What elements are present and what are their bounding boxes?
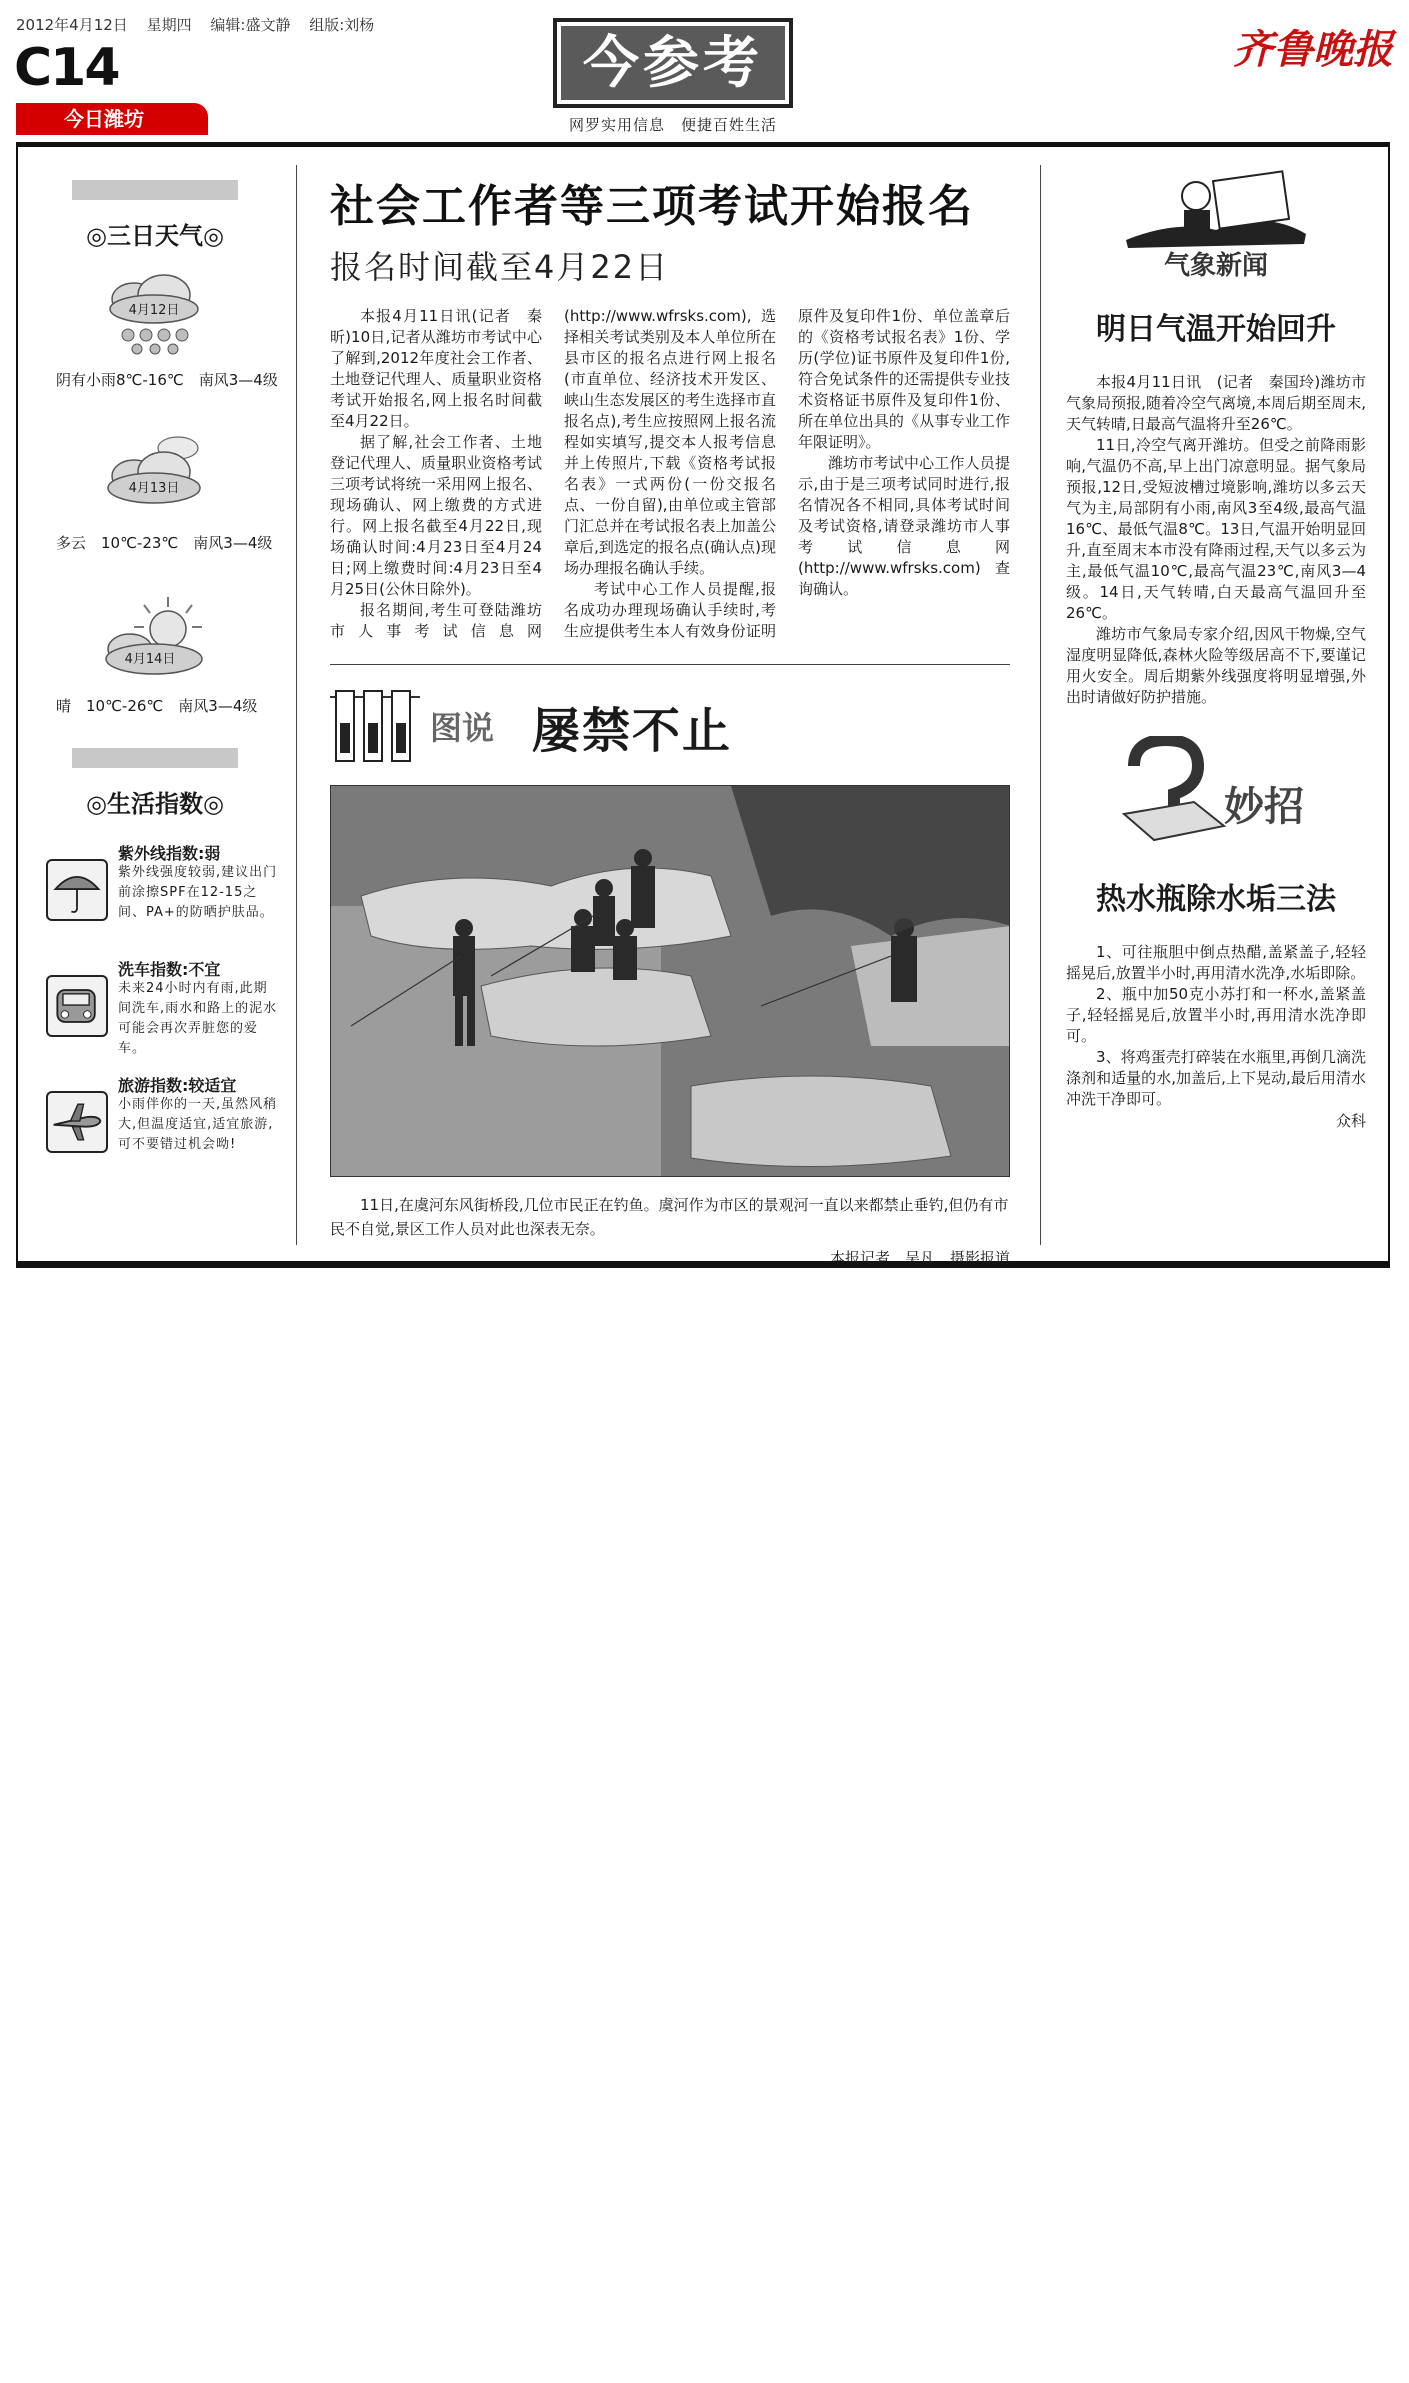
left-column (20, 150, 290, 1185)
column-divider-left (296, 165, 297, 1245)
section-tab: 今日潍坊 (16, 103, 208, 135)
article-paragraph: 本报4月11日讯(记者 秦昕)10日,记者从潍坊市考试中心了解到,2012年度社会工作者、土地登记代理人、质量职业资格考试开始报名,网上报名时间截至4月22日。 (330, 307, 542, 430)
trick-logo-text: 妙招 (1224, 784, 1304, 830)
weather-date-2: 4月13日 (128, 481, 180, 496)
weather-day-2 (20, 414, 290, 577)
weather-date-1: 4月12日 (128, 303, 180, 318)
weather-heading: ◎三日天气◎ (86, 222, 224, 250)
weather-news-paragraph: 潍坊市气象局专家介绍,因风干物燥,空气湿度明显降低,森林火险等级居高不下,要谨记用火安全。周后期紫外线强度将明显增强,外出时请做好防护措施。 (1066, 625, 1366, 706)
car-icon (46, 975, 108, 1037)
center-rule (330, 664, 1010, 665)
trick-signature: 众科 (1335, 1112, 1366, 1130)
fishing-scene-photo (331, 786, 1010, 1177)
weather-news-paragraph: 11日,冷空气离开潍坊。但受之前降雨影响,气温仍不高,早上出门凉意明显。据气象局预报,12日,受短波槽过境影响,潍坊以多云天气为主,局部阴有小雨,南风3至4级,最高气温16℃、最低气温8℃。13日,气温开始明显回升,直至周末本市没有降雨过程,天气以多云为主,最低气温10℃,最高气温23℃,南风3—4级。14日,天气转晴,白天最高气温回升至26℃。 (1066, 436, 1366, 622)
life-desc-uv: 紫外线强度较弱,建议出门前涂擦SPF在12-15之间、PA+的防晒护肤品。 (118, 865, 278, 920)
life-desc-travel: 小雨伴你的一天,虽然风稍大,但温度适宜,适宜旅游,可不要错过机会呦! (118, 1097, 278, 1152)
photo-caption: 11日,在虞河东风街桥段,几位市民正在钓鱼。虞河作为市区的景观河一直以来都禁止垂钓,但仍有市民不自觉,景区工作人员对此也深表无奈。 (330, 1196, 1009, 1238)
weather-text-1: 阴有小雨8℃-16℃ 南风3—4级 (56, 371, 278, 389)
umbrella-icon (46, 859, 108, 921)
weather-day-3 (20, 577, 290, 740)
weather-news-title: 明日气温开始回升 (1096, 312, 1336, 347)
weather-news-paragraph: 本报4月11日讯 (记者 秦国玲)潍坊市气象局预报,随着冷空气离境,本周后期至周末,天气转晴,日最高气温将升至26℃。 (1066, 373, 1366, 433)
article-body (330, 306, 1010, 654)
weather-date-3: 4月14日 (124, 652, 176, 667)
frame-left (16, 142, 18, 1266)
meteorologist-icon (1116, 170, 1316, 288)
life-title-travel: 旅游指数:较适宜 (118, 1076, 237, 1095)
life-title-uv: 紫外线指数:弱 (118, 844, 221, 863)
trick-body (1066, 942, 1366, 1110)
sub-headline: 报名时间截至4月22日 (330, 248, 670, 286)
photo-credit: 本报记者 吴凡 摄影报道 (829, 1249, 1010, 1267)
frame-right (1388, 142, 1390, 1266)
clothespin-icon (330, 687, 420, 765)
header-meta (16, 14, 388, 35)
weather-day-1 (20, 251, 290, 414)
column-divider-right (1040, 165, 1041, 1245)
airplane-icon (46, 1091, 108, 1153)
life-desc-carwash: 未来24小时内有雨,此期间洗车,雨水和路上的泥水可能会再次弄脏您的爱车。 (118, 981, 278, 1056)
news-photo (330, 785, 1010, 1177)
weather-text-2: 多云 10℃-23℃ 南风3—4级 (56, 534, 273, 552)
rain-cloud-icon (98, 269, 210, 359)
life-item-travel (20, 1069, 290, 1185)
weather-news-logo-text: 气象新闻 (1163, 251, 1269, 281)
editor-credit: 编辑:盛文静 (210, 16, 291, 34)
life-item-carwash (20, 953, 290, 1069)
trick-paragraph: 2、瓶中加50克小苏打和一杯水,盖紧盖子,轻轻摇晃后,放置半小时,再用清水洗净即可。 (1066, 985, 1366, 1045)
article-paragraph: 报名期间,考生可登陆潍坊市人事考试信息网(http://www.wfrsks.com),选择相关考试类别及本人单位所在县市区的报名点进行网上报名(市直单位、经济技术开发区、峡山生态发展区的考生选择市直报名点),考生应按照网上报名流程如实填写,提交本人报考信息并上传照片,下载《资格考试报名表》一式两份(一份交报名点、一份自留),由单位或主管部门汇总并在考试报名表上加盖公章后,到选定的报名点(确认点)现场办理报名确认手续。 (330, 307, 776, 640)
masthead (553, 18, 793, 135)
sunny-icon (98, 595, 210, 685)
grey-bar-2 (72, 748, 238, 768)
center-column (330, 170, 1010, 1268)
weather-news-body (1066, 372, 1366, 708)
photo-story-header (330, 681, 1010, 771)
article-paragraph: 考试中心工作人员提醒,报名成功办理现场确认手续时,考生应提供考生本人有效身份证明原件及复印件1份、单位盖章后的《资格考试报名表》1份、学历(学位)证书原件及复印件1份,符合免试条件的还需提供专业技术资格证书原件及复印件1份、所在单位出具的《从事专业工作年限证明》。 (564, 307, 1010, 640)
layout-credit: 组版:刘杨 (309, 16, 375, 34)
main-headline: 社会工作者等三项考试开始报名 (330, 181, 974, 232)
issue-weekday: 星期四 (146, 16, 192, 34)
photo-story-label: 图说 (430, 709, 495, 747)
masthead-slogan: 网罗实用信息 便捷百姓生活 (568, 116, 777, 134)
life-item-uv (20, 837, 290, 953)
trick-paragraph: 3、将鸡蛋壳打碎装在水瓶里,再倒几滴洗涤剂和适量的水,加盖后,上下晃动,最后用清水冲洗干净即可。 (1066, 1048, 1366, 1108)
masthead-title: 今参考 (561, 26, 785, 100)
life-heading: ◎生活指数◎ (86, 790, 224, 818)
trick-logo (1114, 736, 1314, 856)
newspaper-brand: 齐鲁晚报 (1233, 26, 1393, 73)
photo-story-title: 屡禁不止 (532, 702, 733, 759)
grey-bar (72, 180, 238, 200)
question-book-icon (1114, 736, 1314, 856)
cloudy-icon (98, 432, 210, 522)
trick-paragraph: 1、可往瓶胆中倒点热醋,盖紧盖子,轻轻摇晃后,放置半小时,再用清水洗净,水垢即除。 (1066, 943, 1366, 982)
trick-title: 热水瓶除水垢三法 (1096, 882, 1336, 917)
article-paragraph: 潍坊市考试中心工作人员提示,由于是三项考试同时进行,报名情况各不相同,具体考试时间及考试资格,请登录潍坊市人事考试信息网(http://www.wfrsks.com)查询确认。 (798, 454, 1010, 598)
right-column (1066, 170, 1366, 1131)
page-number: C14 (14, 38, 119, 98)
masthead-box (553, 18, 793, 108)
top-rule (16, 142, 1390, 147)
issue-date: 2012年4月12日 (16, 16, 128, 34)
weather-text-3: 晴 10℃-26℃ 南风3—4级 (56, 697, 258, 715)
weather-news-logo (1116, 170, 1316, 288)
life-title-carwash: 洗车指数:不宜 (118, 960, 221, 979)
article-paragraph: 据了解,社会工作者、土地登记代理人、质量职业资格考试三项考试将统一采用网上报名、现场确认、网上缴费的方式进行。网上报名截至4月22日,现场确认时间:4月23日至4月24日;网上缴费时间:4月23日至4月25日(公休日除外)。 (330, 433, 542, 598)
